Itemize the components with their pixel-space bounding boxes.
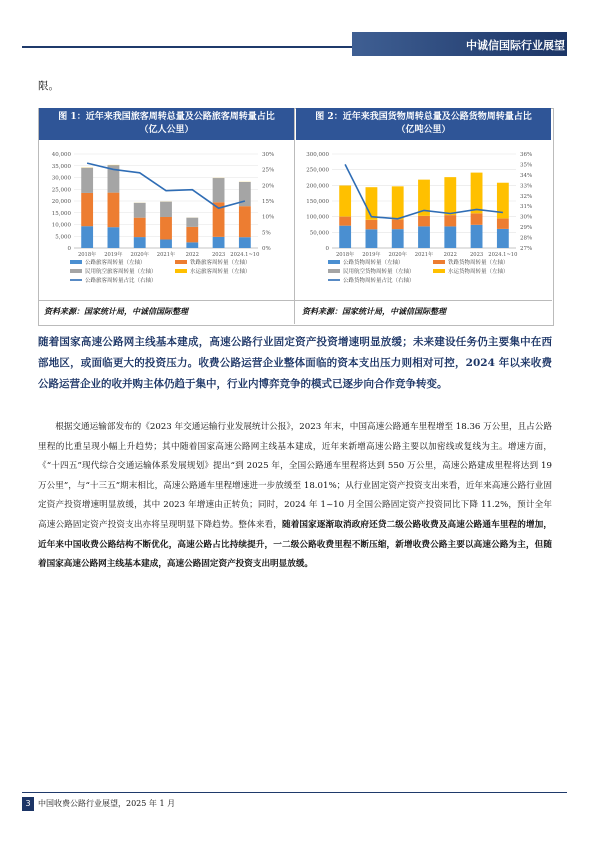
bar-segment	[497, 219, 509, 229]
y-tick-label: 100,000	[306, 214, 329, 221]
y2-tick-label: 30%	[262, 152, 275, 158]
legend-swatch	[433, 269, 445, 273]
x-tick-label: 2019年	[362, 252, 381, 258]
y-tick-label: 0	[325, 246, 329, 252]
figure-1-source: 资料来源：国家统计局，中诚信国际整理	[44, 306, 188, 316]
header-title: 中诚信国际行业展望	[466, 39, 565, 52]
bar-segment	[108, 227, 120, 248]
y2-tick-label: 25%	[262, 167, 275, 174]
y2-tick-label: 28%	[520, 235, 533, 242]
body-text: 根据交通运输部发布的《2023 年交通运输行业发展统计公报》，2023 年末，中国高速公路通车里程增至 18.36 万公里，且占公路里程的比重呈现小幅上升趋势；其中随着国家高速公路网主线基本建成，近年来新增高速公路主要以加密线或复线为主。增速方面，《“十四五”现代综合交通运输体系发展规划》提出“到 2025 年，全国公路通车里程将达到 550 万公里，高速公路建成里程将达到 19 万公里”，与“十三五”期末相比，高速公路通车里程增速进一步放缓至 18.01%；从行业固定资产投资支出来看，近年来高速公路行业固定资产投资增速明显放缓，其中 2023 年增速由正转负；同时，2024 年 1~10 月全国公路固定资产投资同比下降 11.2%，预计全年高速公路固定资产投资支出亦将呈现明显下降趋势。整体来看，	[38, 422, 552, 530]
text-fragment: 限。	[38, 80, 59, 92]
x-tick-label: 2023	[469, 252, 484, 258]
bar-segment	[186, 242, 198, 248]
bar-segment	[134, 218, 146, 237]
y2-tick-label: 20%	[262, 183, 275, 190]
y-tick-label: 250,000	[306, 167, 329, 174]
legend-swatch	[70, 269, 82, 273]
bar-segment	[444, 177, 456, 215]
legend-label: 公路旅客周转量（左轴）	[85, 260, 146, 266]
y-tick-label: 25,000	[51, 187, 71, 194]
figure-2-source: 资料来源：国家统计局，中诚信国际整理	[302, 306, 446, 316]
figure-1-title	[39, 108, 294, 140]
legend-swatch	[433, 260, 445, 264]
x-tick-label: 2022	[443, 252, 457, 258]
y2-tick-label: 27%	[520, 246, 533, 252]
y-tick-label: 5,000	[55, 234, 71, 241]
bar-segment	[497, 229, 509, 248]
bar-segment	[392, 229, 404, 248]
figure-2-title-line1: 图 2：近年来我国货物周转总量及公路货物周转量占比	[315, 112, 532, 122]
legend-label: 公路货物周转量（左轴）	[343, 260, 404, 266]
bar-segment	[339, 226, 351, 248]
bar-segment	[444, 215, 456, 226]
passenger-turnover-chart	[40, 146, 292, 294]
footer-text: 中国收费公路行业展望，2025 年 1 月	[38, 799, 176, 808]
bar-segment	[418, 216, 430, 226]
figure-2-title	[296, 108, 551, 140]
y2-tick-label: 31%	[520, 204, 533, 211]
bar-segment	[239, 206, 251, 237]
y2-tick-label: 32%	[520, 193, 533, 200]
bar-segment	[392, 220, 404, 230]
bar-segment	[160, 202, 172, 217]
y2-tick-label: 36%	[520, 152, 533, 158]
bar-segment	[81, 193, 93, 226]
legend-swatch	[328, 269, 340, 273]
bar-segment	[366, 187, 378, 220]
bar-segment	[366, 229, 378, 248]
legend-label: 公路货物周转量占比（右轴）	[343, 278, 415, 284]
bar-segment	[471, 225, 483, 248]
y2-tick-label: 34%	[520, 172, 533, 179]
y-tick-label: 150,000	[306, 199, 329, 205]
x-tick-label: 2024.1~10	[488, 252, 518, 258]
y-tick-label: 20,000	[51, 199, 71, 205]
x-tick-label: 2021年	[414, 252, 434, 258]
y-tick-label: 35,000	[51, 163, 71, 170]
legend-swatch	[328, 260, 340, 264]
legend-label: 水运货物周转量（左轴）	[448, 269, 509, 275]
y2-tick-label: 15%	[262, 199, 275, 205]
bar-segment	[108, 193, 120, 228]
summary-paragraph: 随着国家高速公路网主线基本建成，高速公路行业固定资产投资增速明显放缓；未来建设任务仍主要集中在西部地区，或面临更大的投资压力。收费公路运营企业整体面临的资本支出压力则相对可控，2024 年以来收费公路运营企业的收并购主体仍趋于集中，行业内博弈竞争的模式已逐步向合作竞争转变。	[38, 336, 552, 390]
bar-segment	[160, 239, 172, 248]
y2-tick-label: 0%	[262, 246, 271, 252]
legend-swatch	[70, 260, 82, 264]
freight-turnover-chart	[298, 146, 550, 294]
bar-segment	[471, 213, 483, 224]
y-tick-label: 10,000	[51, 222, 71, 229]
x-tick-label: 2018年	[335, 252, 355, 258]
y2-tick-label: 10%	[262, 214, 275, 221]
y2-tick-label: 35%	[520, 162, 533, 169]
x-tick-label: 2022	[185, 252, 199, 258]
legend-label: 民用航空货物周转量（左轴）	[343, 269, 415, 275]
figure-1-title-line1: 图 1：近年来我国旅客周转总量及公路旅客周转量占比	[58, 112, 275, 122]
bar-segment	[186, 227, 198, 242]
figure-1-title-line2: （亿人公里）	[139, 125, 194, 135]
figure-divider	[294, 108, 295, 324]
bar-segment	[213, 237, 225, 248]
y2-tick-label: 5%	[262, 230, 271, 237]
y-tick-label: 50,000	[309, 230, 329, 237]
x-tick-label: 2020年	[130, 252, 149, 258]
x-tick-label: 2021年	[156, 252, 176, 258]
bar-segment	[213, 178, 225, 202]
bar-segment	[134, 237, 146, 248]
x-tick-label: 2024.1~10	[230, 252, 260, 258]
x-tick-label: 2023	[211, 252, 226, 258]
bar-segment	[239, 237, 251, 248]
y-tick-label: 200,000	[306, 183, 329, 190]
bar-segment	[134, 203, 146, 218]
y-tick-label: 40,000	[51, 152, 71, 158]
x-tick-label: 2020年	[388, 252, 407, 258]
bar-segment	[186, 218, 198, 227]
y2-tick-label: 33%	[520, 183, 533, 190]
x-tick-label: 2018年	[77, 252, 97, 258]
legend-label: 铁路旅客周转量（左轴）	[190, 260, 251, 266]
figure-2-title-line2: （亿吨公里）	[396, 125, 451, 135]
legend-label: 民用航空旅客周转量（左轴）	[85, 269, 157, 275]
bar-segment	[444, 226, 456, 248]
bar-segment	[81, 226, 93, 248]
legend-label: 水运旅客周转量（左轴）	[190, 269, 251, 275]
bar-segment	[497, 183, 509, 219]
y2-tick-label: 30%	[520, 214, 533, 221]
y2-tick-label: 29%	[520, 225, 533, 232]
bar-segment	[160, 217, 172, 239]
y-tick-label: 30,000	[51, 175, 71, 182]
source-rule	[38, 300, 552, 301]
y-tick-label: 0	[67, 246, 71, 252]
page-number: 3	[22, 797, 34, 811]
bar-segment	[418, 226, 430, 248]
legend-swatch	[175, 269, 187, 273]
footer-rule	[22, 792, 567, 793]
legend-label: 铁路货物周转量（左轴）	[448, 260, 509, 266]
legend-label: 公路旅客周转量占比（右轴）	[85, 278, 157, 284]
bar-segment	[81, 168, 93, 193]
bar-segment	[392, 186, 404, 219]
bar-segment	[366, 220, 378, 229]
bar-segment	[339, 217, 351, 226]
bar-segment	[471, 173, 483, 214]
y-tick-label: 15,000	[51, 210, 71, 217]
body-paragraph	[38, 418, 552, 575]
y-tick-label: 300,000	[306, 152, 329, 158]
x-tick-label: 2019年	[104, 252, 123, 258]
legend-swatch	[175, 260, 187, 264]
bar-segment	[339, 186, 351, 217]
body-bold-conclusion: 随着国家逐渐取消政府还贷二级公路收费及高速公路通车里程的增加，近年来中国收费公路结构不断优化，高速公路占比持续提升，一二级公路收费里程不断压缩，新增收费公路主要以高速公路为主，但随着国家高速公路网主线基本建成，高速公路固定资产投资支出明显放缓。	[38, 519, 552, 570]
